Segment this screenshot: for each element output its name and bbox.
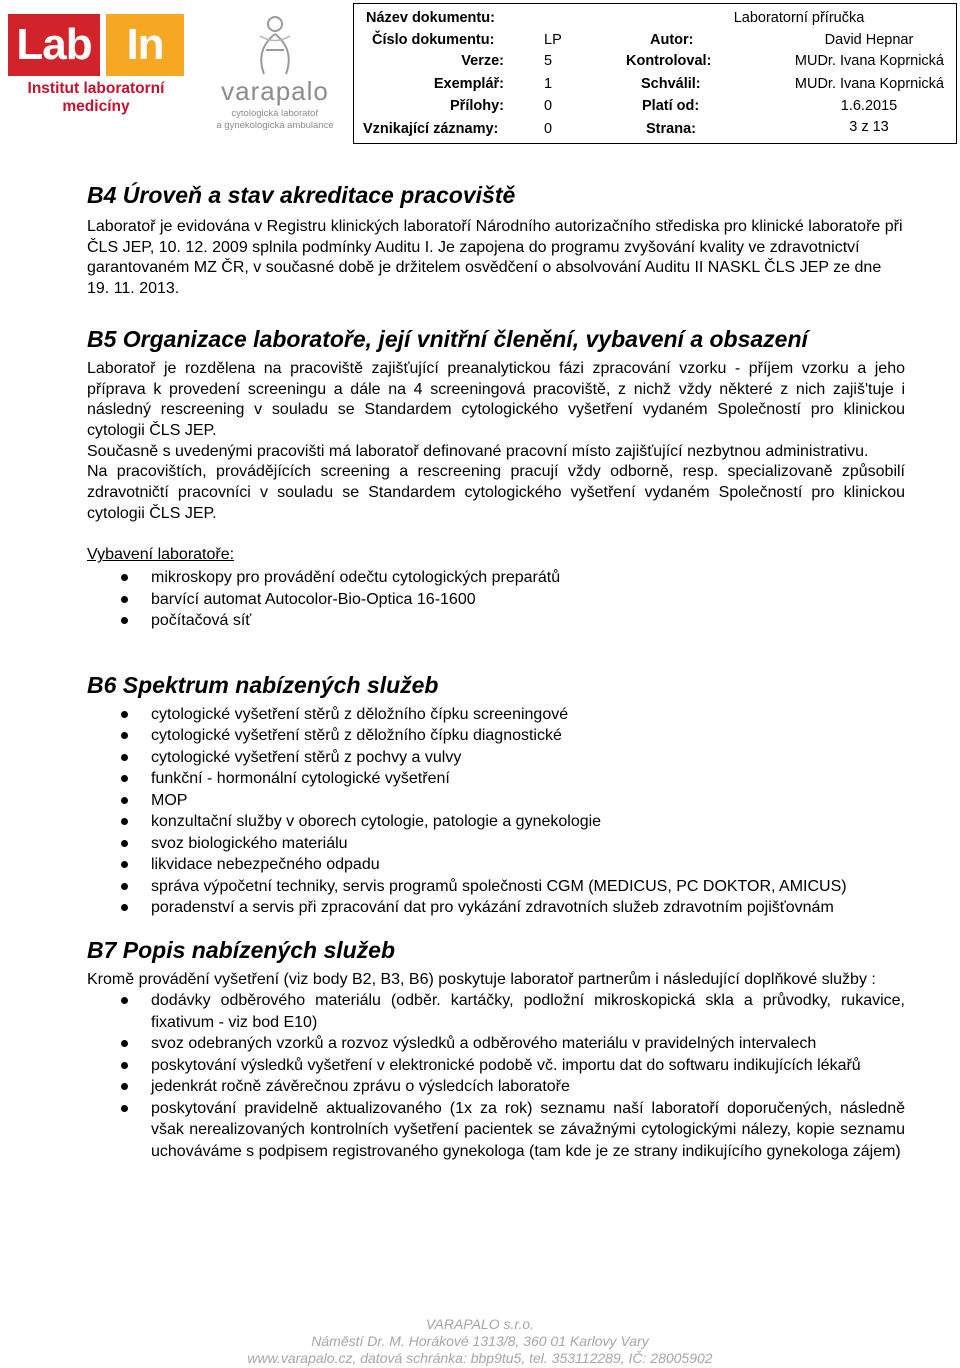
list-item: poskytování pravidelně aktualizovaného (1x za rok) seznamu naší laboratoří doporučených, následně však nerealizovaných kontrolních vyšetření pacientek se závažnými cytologickými nálezy, kopie seznamu uchováváme s podpisem registrovaného gynekologa (tam kde je ze strany indikujícího gynekologa zájem) [87, 1098, 905, 1163]
section-b6-title: B6 Spektrum nabízených služeb [87, 671, 439, 698]
list-item: poradenství a servis při zpracování dat pro vykázání zdravotních služeb zdravotním pojišťovnám [87, 897, 905, 919]
list-item: MOP [87, 790, 905, 812]
list-item: svoz odebraných vzorků a rozvoz výsledků a odběrového materiálu v pravidelných intervalech [87, 1033, 905, 1055]
list-item: konzultační služby v oborech cytologie, patologie a gynekologie [87, 811, 905, 833]
list-item: cytologické vyšetření stěrů z pochvy a vulvy [87, 747, 905, 769]
list-item: správa výpočetní techniky, servis programů společnosti CGM (MEDICUS, PC DOKTOR, AMICUS) [87, 876, 905, 898]
list-item: jedenkrát ročně závěrečnou zprávu o výsledcích laboratoře [87, 1076, 905, 1098]
list-item: dodávky odběrového materiálu (odběr. kartáčky, podložní mikroskopická skla a průvodky, rukavice, fixativum - viz bod E10) [87, 990, 905, 1033]
labin-logo [8, 14, 184, 124]
list-item: likvidace nebezpečného odpadu [87, 854, 905, 876]
list-item: barvící automat Autocolor-Bio-Optica 16-1600 [87, 589, 905, 611]
additional-services-list [87, 990, 905, 1162]
list-item: funkční - hormonální cytologické vyšetření [87, 768, 905, 790]
row-verze: Verze: 5 Kontroloval: MUDr. Ivana Koprnická [461, 53, 944, 69]
section-b5-para3: Na pracovištích, provádějících screening a rescreening pracují vždy odborně, resp. specializovaně způsobilí zdravotničtí pracovníci v souladu se Standardem cytologického vyšetření vydaném Společností pro klinickou cytologii ČLS JEP. [87, 463, 905, 522]
list-item: mikroskopy pro provádění odečtu cytologických preparátů [87, 567, 905, 589]
row-zaznamy: Vznikající záznamy: 0 Strana: 3 z 13 [363, 119, 889, 137]
document-info-table [353, 3, 957, 144]
footer-contact: www.varapalo.cz, datová schránka: bbp9tu5, tel. 353112289, IČ: 28005902 [247, 1350, 713, 1366]
row-prilohy: Přílohy: 0 Platí od: 1.6.2015 [450, 98, 898, 114]
logo-in-word: In [106, 14, 184, 76]
varapalo-logo [200, 14, 350, 130]
row-exemplar: Exemplář: 1 Schválil: MUDr. Ivana Koprnická [433, 76, 944, 92]
logo-lab-word: Lab [8, 14, 100, 76]
row-nazev: Název dokumentu: Laboratorní příručka [366, 10, 865, 26]
section-b5-title: B5 Organizace laboratoře, její vnitřní členění, vybavení a obsazení [87, 325, 808, 352]
section-b7-title: B7 Popis nabízených služeb [87, 936, 396, 963]
list-item: cytologické vyšetření stěrů z děložního čípku diagnostické [87, 725, 905, 747]
equipment-heading: Vybavení laboratoře: [87, 546, 235, 564]
header-logos [0, 0, 352, 140]
section-b4-text: Laboratoř je evidována v Registru klinických laboratoří Národního autorizačního střediska pro klinické laboratoře při ČLS JEP, 10. 12. 2009 splnila podmínky Auditu I. Je zapojena do programu zvyšování kvality ve zdravotnictví garantovaném MZ ČR, v současné době je držitelem osvědčení o absolvování Auditu II NASKL ČLS JEP ze dne 19. 11. 2013. [87, 218, 903, 298]
list-item: počítačová síť [87, 610, 905, 632]
section-b5-para2: Současně s uvedenými pracovišti má laboratoř definované pracovní místo zajišťující nezbytnou administrativu. [87, 442, 869, 460]
page-footer [0, 1316, 960, 1367]
document-body [87, 180, 905, 1162]
services-list [87, 704, 905, 919]
section-b7-intro: Kromě provádění vyšetření (viz body B2, B3, B6) poskytuje laboratoř partnerům i následující doplňkové služby : [87, 970, 876, 988]
list-item: poskytování výsledků vyšetření v elektronické podobě vč. importu dat do softwaru indikujících lékařů [87, 1055, 905, 1077]
varapalo-figure-icon [200, 14, 350, 76]
logo-lab-subtitle: Institut laboratorní medicíny [27, 80, 165, 115]
row-cislo: Číslo dokumentu: LP Autor: David Hepnar [372, 32, 914, 48]
list-item: svoz biologického materiálu [87, 833, 905, 855]
section-b5-para1: Laboratoř je rozdělena na pracoviště zajišťující preanalytickou fázi zpracování vzorku - příjem vzorku a jeho příprava k provedení screeningu a dále na 4 screeningová pracoviště, z nichž vždy některé z nich zajiš'tuje i následný rescreening v souladu se Standardem cytologického vyšetření vydaném Společností pro klinickou cytologii ČLS JEP. [87, 359, 905, 439]
footer-company: VARAPALO s.r.o. [425, 1316, 535, 1332]
footer-address: Náměstí Dr. M. Horákové 1313/8, 360 01 Karlovy Vary [311, 1333, 649, 1349]
section-b4-title: B4 Úroveň a stav akreditace pracoviště [87, 182, 516, 208]
varapalo-name: varapalo [221, 76, 329, 106]
equipment-list [87, 567, 905, 632]
varapalo-subtitle: cytologická laboratoř a gynekologická ambulance [216, 108, 334, 131]
list-item: cytologické vyšetření stěrů z děložního čípku screeningové [87, 704, 905, 726]
